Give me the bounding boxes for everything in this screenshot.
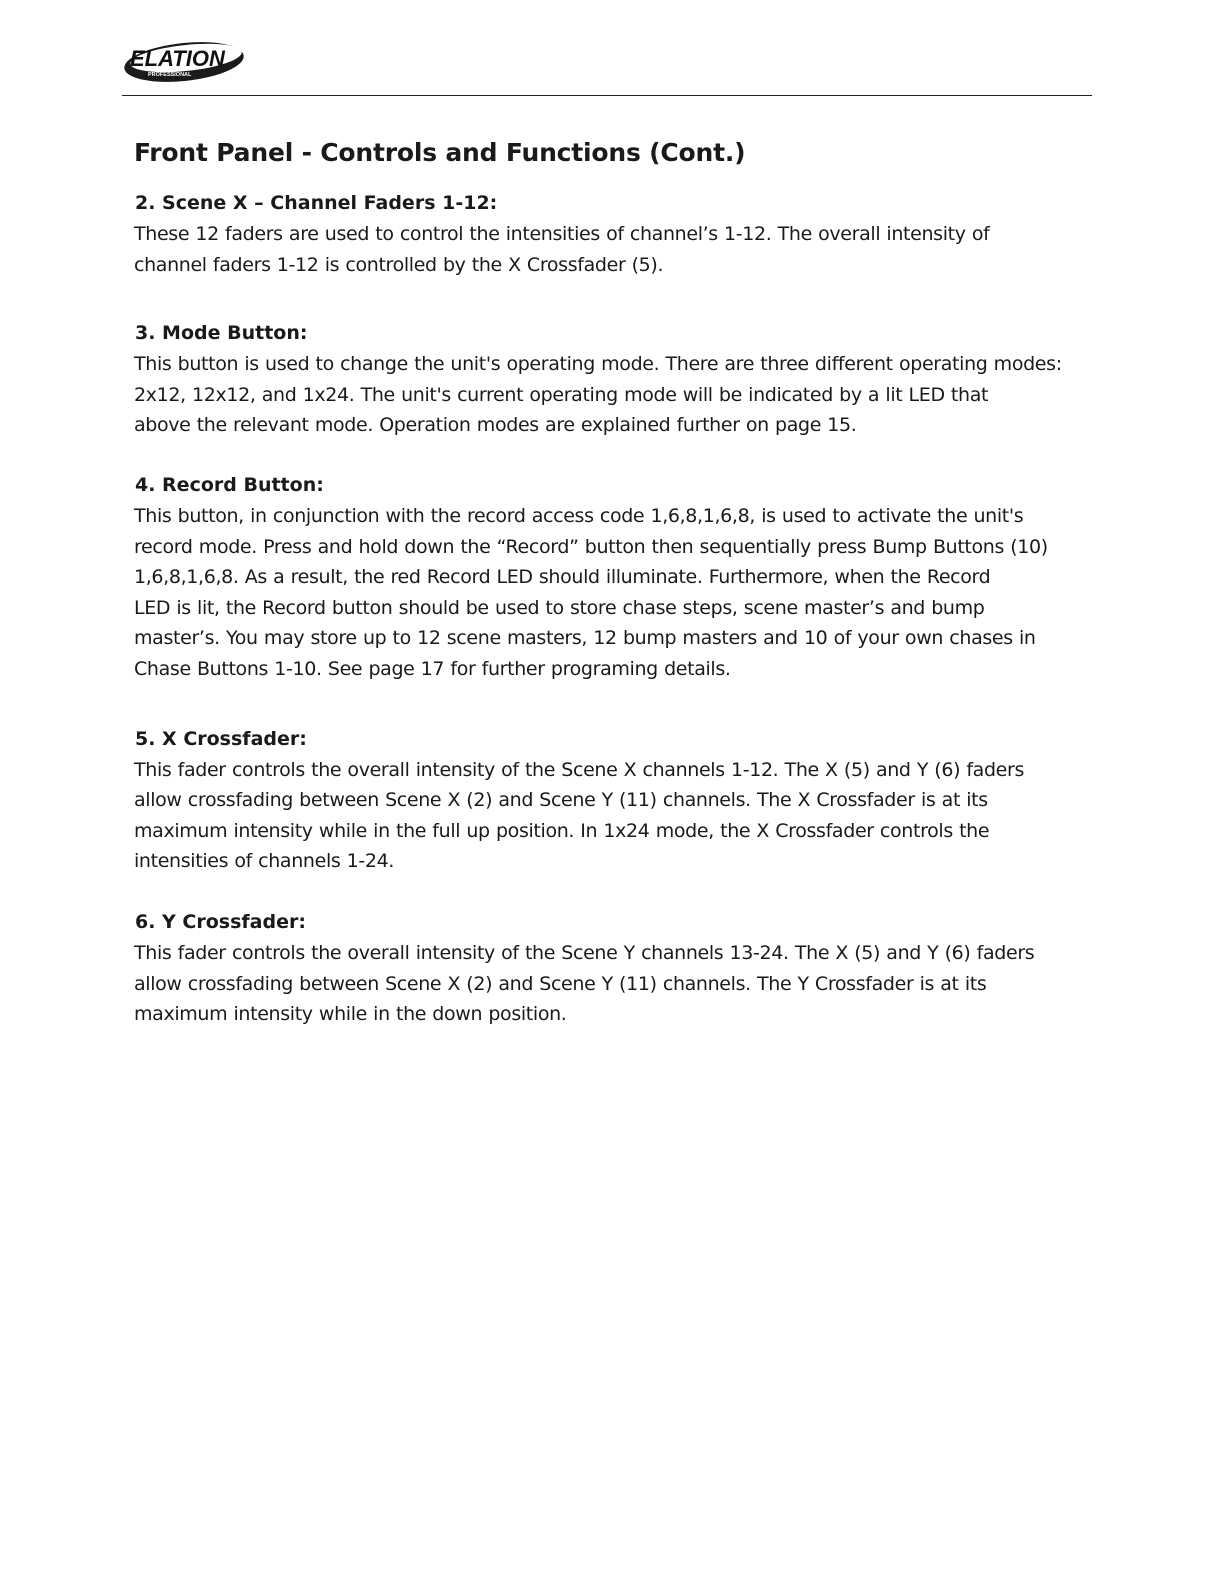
body-line: master’s. You may store up to 12 scene masters, 12 bump masters and 10 of your own chases in — [134, 627, 1036, 650]
section-y-crossfader — [134, 908, 1084, 1030]
body-line: allow crossfading between Scene X (2) and Scene Y (11) channels. The X Crossfader is at its — [134, 789, 988, 812]
section-heading: 3. Mode Button: — [135, 322, 308, 345]
body-line: maximum intensity while in the full up position. In 1x24 mode, the X Crossfader controls the — [134, 819, 990, 842]
section-x-crossfader — [134, 725, 1084, 877]
section-body — [134, 755, 1084, 877]
body-line: maximum intensity while in the down position. — [134, 1003, 567, 1026]
page-header — [122, 38, 1092, 96]
body-line: LED is lit, the Record button should be used to store chase steps, scene master’s and bump — [134, 596, 985, 619]
body-line: This fader controls the overall intensity of the Scene Y channels 13-24. The X (5) and Y (6) faders — [134, 941, 1035, 964]
body-line: This button, in conjunction with the record access code 1,6,8,1,6,8, is used to activate the unit's — [134, 504, 1024, 527]
section-mode-button — [134, 319, 1084, 441]
body-line: 2x12, 12x12, and 1x24. The unit's current operating mode will be indicated by a lit LED that — [134, 383, 989, 406]
section-record-button — [134, 471, 1084, 685]
body-line: intensities of channels 1-24. — [134, 850, 395, 873]
logo-wordmark: ELATION — [130, 46, 225, 71]
body-line: above the relevant mode. Operation modes are explained further on page 15. — [134, 414, 857, 437]
section-scene-x-channel-faders — [134, 189, 1084, 280]
section-body — [134, 938, 1084, 1030]
body-line: 1,6,8,1,6,8. As a result, the red Record LED should illuminate. Furthermore, when the Record — [134, 566, 991, 589]
section-heading: 6. Y Crossfader: — [135, 910, 306, 933]
section-body — [134, 219, 1084, 280]
section-body — [134, 349, 1084, 441]
section-heading: 4. Record Button: — [135, 473, 324, 496]
section-heading: 5. X Crossfader: — [135, 727, 307, 750]
section-body — [134, 501, 1084, 685]
section-heading: 2. Scene X – Channel Faders 1-12: — [135, 192, 498, 214]
body-line: These 12 faders are used to control the intensities of channel’s 1-12. The overall intensity of — [134, 223, 990, 245]
logo-subtext: PROFESSIONAL — [148, 72, 192, 78]
body-line: This button is used to change the unit's operating mode. There are three different operating modes: — [134, 353, 1062, 376]
page-content — [134, 136, 1084, 1030]
elation-logo — [122, 38, 246, 84]
body-line: record mode. Press and hold down the “Record” button then sequentially press Bump Buttons (10) — [134, 535, 1048, 558]
header-divider — [122, 95, 1092, 96]
body-line: allow crossfading between Scene X (2) and Scene Y (11) channels. The Y Crossfader is at its — [134, 972, 987, 995]
body-line: This fader controls the overall intensity of the Scene X channels 1-12. The X (5) and Y (6) faders — [134, 758, 1025, 781]
body-line: Chase Buttons 1-10. See page 17 for further programing details. — [134, 657, 731, 680]
body-line: channel faders 1-12 is controlled by the X Crossfader (5). — [134, 253, 664, 276]
page-title: Front Panel - Controls and Functions (Cont.) — [134, 138, 746, 167]
